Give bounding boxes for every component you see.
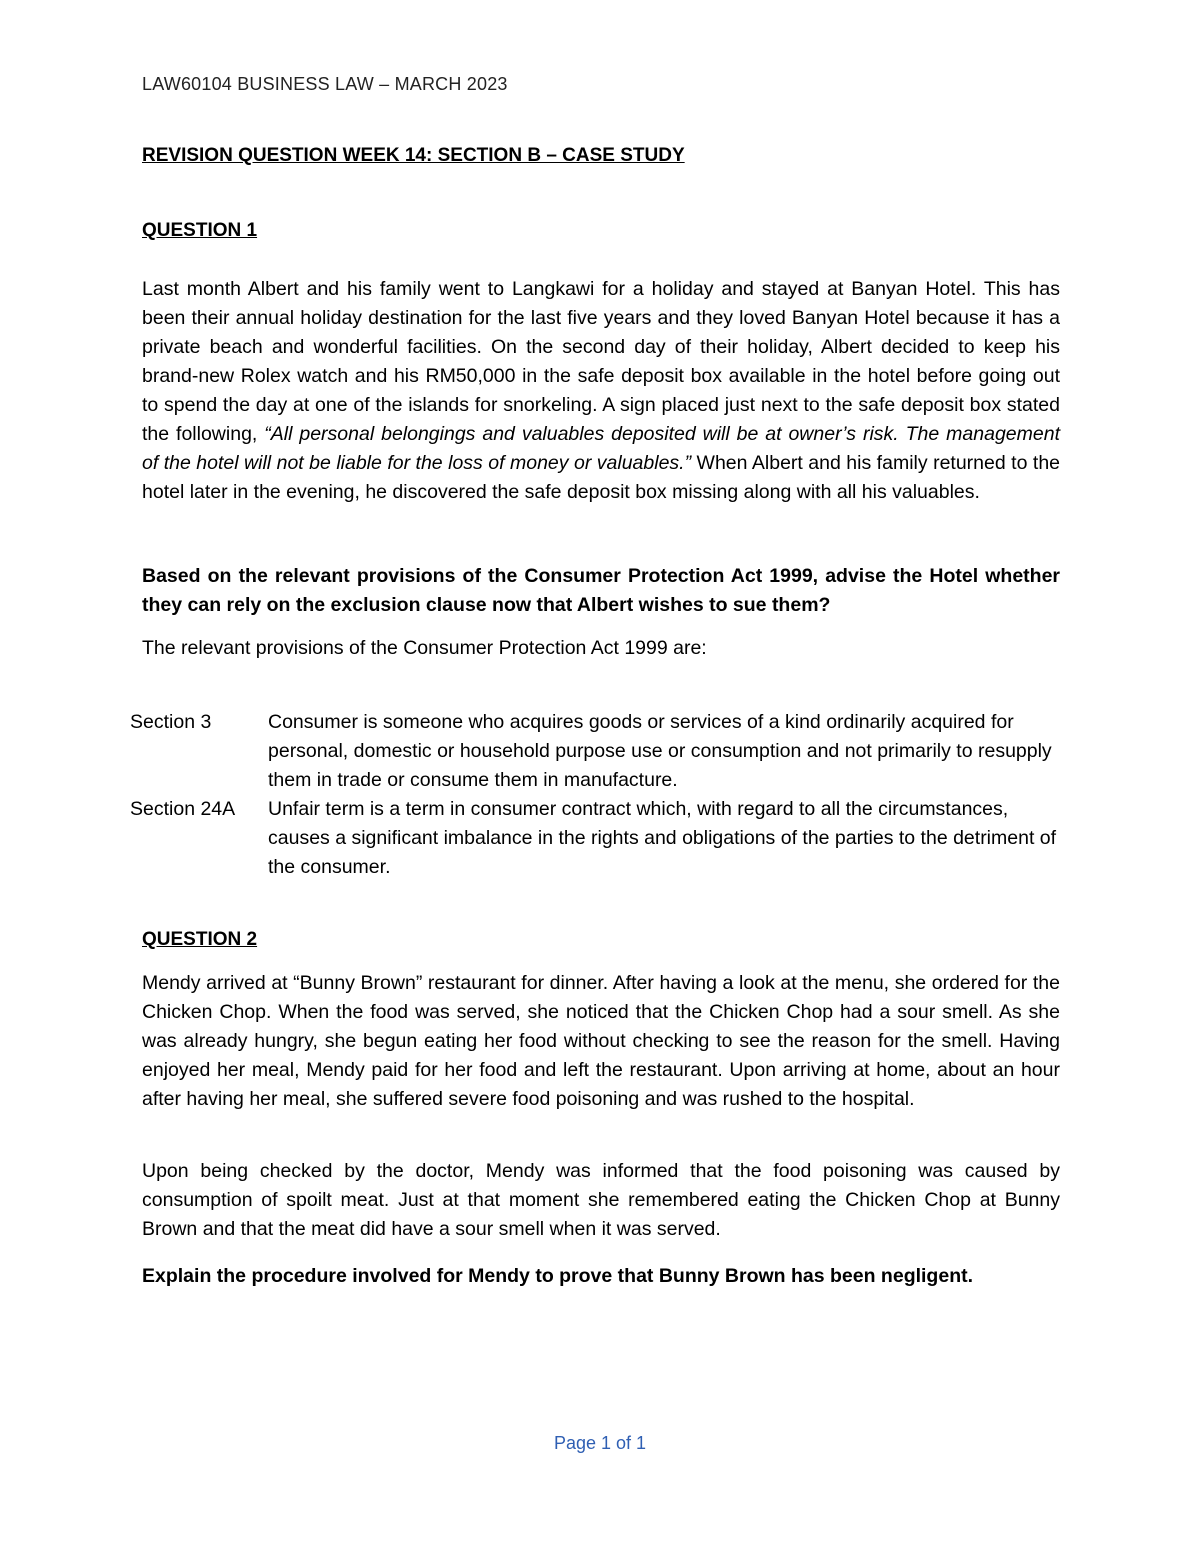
section-label: Section 3: [130, 711, 212, 733]
question-1-scenario: [142, 275, 1060, 507]
page-number: Page 1 of 1: [553, 1433, 647, 1453]
question-1-heading: QUESTION 1: [142, 220, 258, 241]
question-2-heading: QUESTION 2: [142, 929, 258, 950]
question-1-scenario-ending: When Albert and his family returned to the hotel later in the evening, he discovered the safe deposit box missing along with all his valuables.: [142, 452, 1061, 503]
question-2-scenario: Mendy arrived at “Bunny Brown” restaurant for dinner. After having a look at the menu, she ordered for the Chicken Chop. When the food was served, she noticed that the Chicken Chop had a sour smell. As she was already hungry, she begun eating her food without checking to see the reason for the smell. Having enjoyed her meal, Mendy paid for her food and left the restaurant. Upon arriving at home, about an hour after having her meal, she suffered severe food poisoning and was rushed to the hospital.: [142, 972, 1060, 1110]
section-text: Consumer is someone who acquires goods or services of a kind ordinarily acquired for personal, domestic or household purpose use or consumption and not primarily to resupply them in trade or consume them in manufacture.: [268, 711, 1052, 791]
exclusion-notice-quote: “All personal belongings and valuables deposited will be at owner’s risk. The management of the hotel will not be liable for the loss of money or valuables.”: [142, 423, 1060, 474]
provisions-intro: The relevant provisions of the Consumer Protection Act 1999 are:: [142, 637, 707, 659]
section-text: Unfair term is a term in consumer contract which, with regard to all the circumstances, causes a significant imbalance in the rights and obligations of the parties to the detriment of the consumer.: [268, 798, 1057, 878]
question-2-diagnosis: Upon being checked by the doctor, Mendy was informed that the food poisoning was caused by consumption of spoilt meat. Just at that moment she remembered eating the Chicken Chop at Bunny Brown and that the meat did have a sour smell when it was served.: [142, 1160, 1060, 1240]
section-label: Section 24A: [130, 798, 236, 820]
course-header: LAW60104 BUSINESS LAW – MARCH 2023: [142, 74, 508, 94]
question-1-task: Based on the relevant provisions of the Consumer Protection Act 1999, advise the Hotel whether they can rely on the exclusion clause now that Albert wishes to sue them?: [142, 565, 1060, 616]
question-1-scenario-text: Last month Albert and his family went to Langkawi for a holiday and stayed at Banyan Hotel. This has been their annual holiday destination for the last five years and they loved Banyan Hotel because it has a private beach and wonderful facilities. On the second day of their holiday, Albert decided to keep his brand-new Rolex watch and his RM50,000 in the safe deposit box available in the hotel before going out to spend the day at one of the islands for snorkeling. A sign placed just next to the safe deposit box stated the following,: [142, 278, 1060, 445]
document-title: REVISION QUESTION WEEK 14: SECTION B – CASE STUDY: [142, 145, 685, 166]
question-2-task: Explain the procedure involved for Mendy to prove that Bunny Brown has been negligent.: [142, 1265, 974, 1287]
